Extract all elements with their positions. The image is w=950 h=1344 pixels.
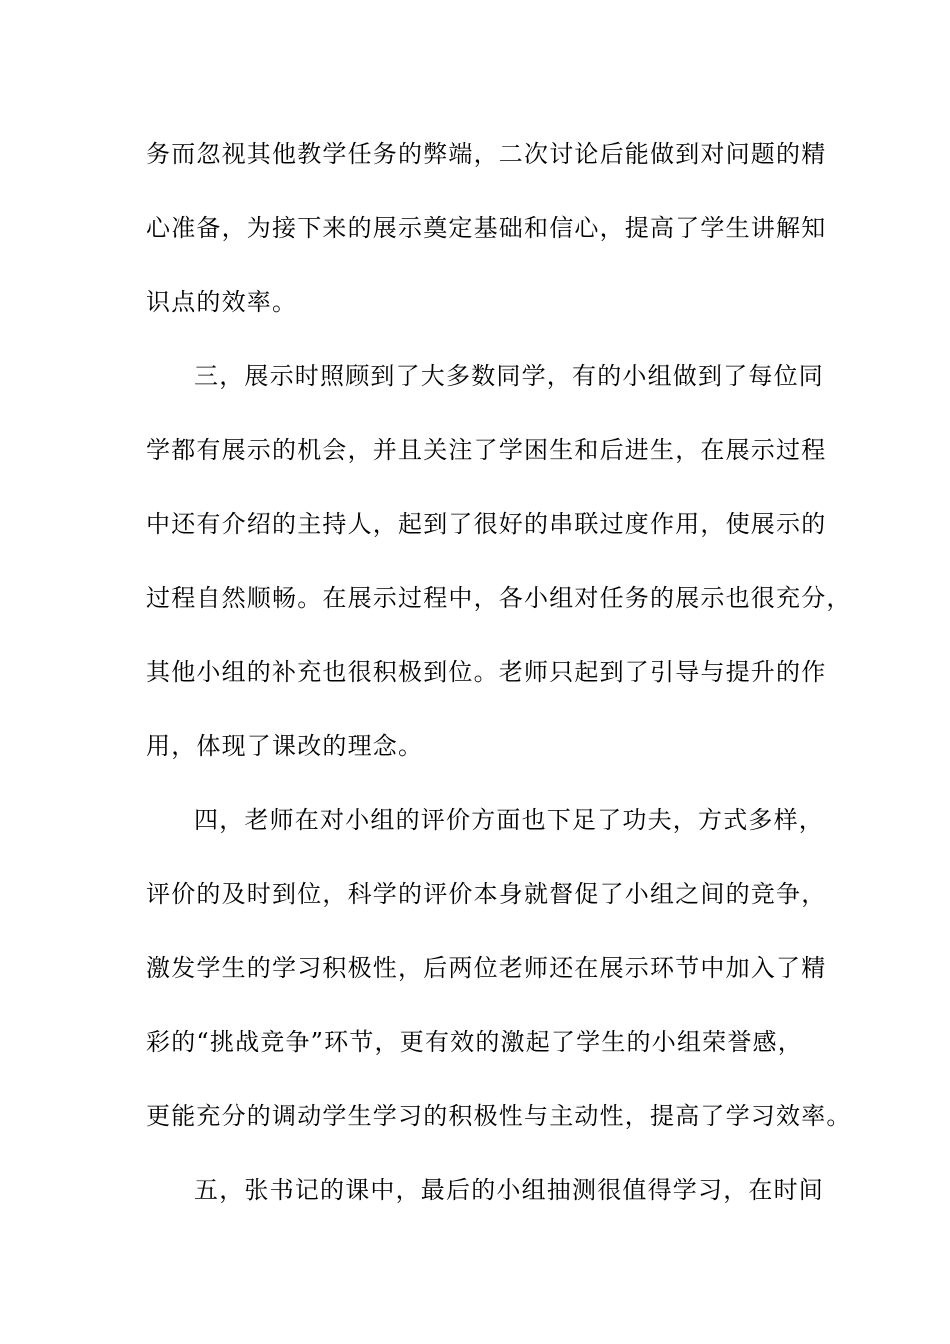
text-line: 用，体现了课改的理念。 xyxy=(146,732,424,760)
text-line: 彩的“挑战竞争”环节，更有效的激起了学生的小组荣誉感， xyxy=(146,1028,803,1056)
paragraph-start-line: 三，展示时照顾到了大多数同学，有的小组做到了每位同 xyxy=(194,362,824,390)
body-text xyxy=(146,130,852,1240)
text-line: 心准备，为接下来的展示奠定基础和信心，提高了学生讲解知 xyxy=(146,214,827,242)
text-line: 更能充分的调动学生学习的积极性与主动性，提高了学习效率。 xyxy=(146,1102,852,1130)
text-line: 过程自然顺畅。在展示过程中，各小组对任务的展示也很充分， xyxy=(146,584,852,612)
text-line: 识点的效率。 xyxy=(146,288,298,316)
text-line: 其他小组的补充也很积极到位。老师只起到了引导与提升的作 xyxy=(146,658,827,686)
text-line: 激发学生的学习积极性，后两位老师还在展示环节中加入了精 xyxy=(146,954,827,982)
paragraph-start-line: 五，张书记的课中，最后的小组抽测很值得学习，在时间 xyxy=(194,1176,824,1204)
text-line: 务而忽视其他教学任务的弊端，二次讨论后能做到对问题的精 xyxy=(146,140,827,168)
text-line: 评价的及时到位，科学的评价本身就督促了小组之间的竞争， xyxy=(146,880,827,908)
text-line: 中还有介绍的主持人，起到了很好的串联过度作用，使展示的 xyxy=(146,510,827,538)
paragraph-start-line: 四，老师在对小组的评价方面也下足了功夫，方式多样， xyxy=(194,806,824,834)
text-line: 学都有展示的机会，并且关注了学困生和后进生，在展示过程 xyxy=(146,436,827,464)
